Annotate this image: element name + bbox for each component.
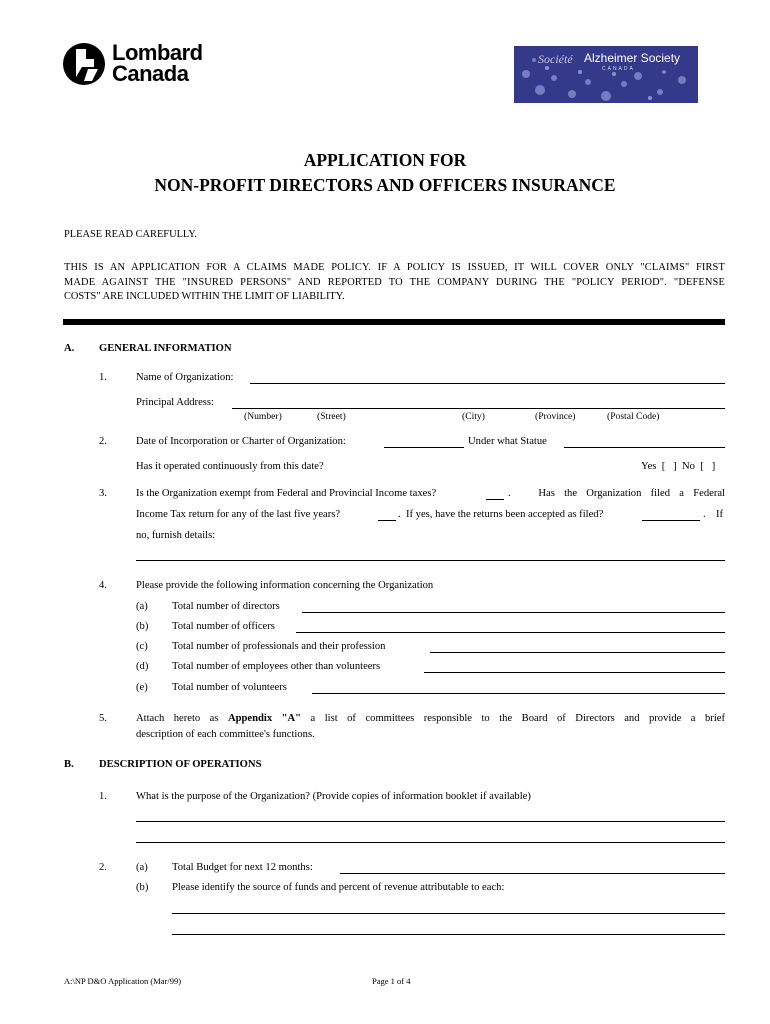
directors-count-field[interactable] (302, 612, 725, 613)
volunteers-count-field[interactable] (312, 693, 725, 694)
alzheimer-logo-sub: CANADA (602, 66, 635, 72)
page-title-line1: APPLICATION FOR (303, 150, 467, 170)
directors-count-label: Total number of directors (172, 601, 280, 612)
page-title-line2: NON-PROFIT DIRECTORS AND OFFICERS INSURANCE (154, 175, 616, 195)
appendix-a-line2: description of each committee's functions. (136, 729, 315, 740)
section-a-heading: GENERAL INFORMATION (99, 343, 232, 354)
employees-count-label: Total number of employees other than volunteers (172, 661, 381, 672)
a3-number: 3. (99, 488, 107, 499)
purpose-field-1[interactable] (136, 821, 725, 822)
a1-number: 1. (99, 372, 107, 383)
alzheimer-logo-en: Alzheimer Society (584, 51, 681, 65)
professionals-field[interactable] (430, 652, 725, 653)
lombard-logo-line1: Lombard (112, 40, 203, 65)
incorporation-date-field[interactable] (384, 447, 464, 448)
five-years-label: Income Tax return for any of the last five years? (136, 509, 341, 520)
org-info-label: Please provide the following information concerning the Organization (136, 580, 434, 591)
alzheimer-society-logo (514, 46, 698, 103)
officers-count-field[interactable] (296, 632, 725, 633)
b2b-letter: (b) (136, 882, 149, 893)
funds-source-field-1[interactable] (172, 913, 725, 914)
principal-address-field[interactable] (232, 408, 725, 409)
purpose-label: What is the purpose of the Organization? (Provide copies of information booklet if available) (136, 791, 531, 802)
appendix-a-pre: Attach hereto as (136, 713, 228, 724)
continuous-yes-no-checkbox[interactable]: Yes [ ] No [ ] (641, 461, 716, 472)
section-b-letter: B. (64, 759, 74, 770)
q4c-letter: (c) (136, 641, 148, 652)
alzheimer-logo-fr: Société (538, 52, 573, 66)
addr-city-caption: (City) (462, 411, 485, 422)
statue-field[interactable] (564, 447, 725, 448)
if-label: If (716, 509, 724, 520)
appendix-a-post: a list of committees responsible to the Board of Directors and provide a brief (301, 713, 725, 724)
returns-accepted-period: . (703, 509, 706, 520)
officers-count-label: Total number of officers (172, 621, 275, 632)
total-budget-label: Total Budget for next 12 months: (172, 862, 313, 873)
footer-doc-id: A:\NP D&O Application (Mar/99) (64, 976, 182, 986)
tax-exempt-field[interactable] (486, 499, 504, 500)
total-budget-field[interactable] (340, 873, 725, 874)
incorporation-date-label: Date of Incorporation or Charter of Organization: (136, 436, 346, 447)
a5-number: 5. (99, 713, 107, 724)
funds-source-label: Please identify the source of funds and percent of revenue attributable to each: (172, 882, 505, 893)
read-carefully-notice: PLEASE READ CAREFULLY. (64, 229, 197, 240)
tax-exempt-label: Is the Organization exempt from Federal and Provincial Income taxes? (136, 488, 437, 499)
filed-return-label: . Has the Organization filed a Federal (508, 488, 725, 499)
appendix-a-text (136, 713, 725, 724)
b2a-letter: (a) (136, 862, 148, 873)
q4e-letter: (e) (136, 682, 148, 693)
principal-address-label: Principal Address: (136, 397, 214, 408)
section-a-letter: A. (64, 343, 75, 354)
lombard-canada-logo (62, 37, 202, 93)
five-years-field[interactable] (378, 520, 396, 521)
b1-number: 1. (99, 791, 107, 802)
claims-notice-line2: MADE AGAINST THE "INSURED PERSONS" AND REPORTED TO THE COMPANY DURING THE "POLICY PERIOD". "DEFENSE (64, 277, 725, 288)
furnish-details-label: no, furnish details: (136, 530, 216, 541)
section-b-heading: DESCRIPTION OF OPERATIONS (99, 759, 262, 770)
purpose-field-2[interactable] (136, 842, 725, 843)
q4b-letter: (b) (136, 621, 149, 632)
lombard-logo-line2: Canada (112, 61, 189, 86)
funds-source-field-2[interactable] (172, 934, 725, 935)
returns-accepted-label: . If yes, have the returns been accepted as filed? (398, 509, 604, 520)
b2-number: 2. (99, 862, 107, 873)
returns-accepted-field[interactable] (642, 520, 700, 521)
continuous-operation-label: Has it operated continuously from this date? (136, 461, 324, 472)
employees-count-field[interactable] (424, 672, 725, 673)
professionals-label: Total number of professionals and their profession (172, 641, 386, 652)
section-divider (63, 319, 725, 325)
statue-label: Under what Statue (468, 436, 547, 447)
appendix-a-bold: Appendix "A" (227, 713, 302, 724)
volunteers-count-label: Total number of volunteers (172, 682, 287, 693)
addr-province-caption: (Province) (535, 411, 576, 422)
furnish-details-field[interactable] (136, 560, 725, 561)
addr-street-caption: (Street) (317, 411, 346, 422)
a2-number: 2. (99, 436, 107, 447)
claims-notice-line1: THIS IS AN APPLICATION FOR A CLAIMS MADE POLICY. IF A POLICY IS ISSUED, IT WILL COVER ONLY "CLAIMS" FIRST (64, 262, 725, 273)
org-name-field[interactable] (250, 383, 725, 384)
org-name-label: Name of Organization: (136, 372, 234, 383)
claims-notice-line3: COSTS" ARE INCLUDED WITHIN THE LIMIT OF LIABILITY. (64, 291, 345, 302)
a4-number: 4. (99, 580, 107, 591)
lombard-emblem-icon (62, 37, 106, 91)
footer-page-number: Page 1 of 4 (372, 976, 411, 986)
addr-postal-caption: (Postal Code) (607, 411, 660, 422)
addr-number-caption: (Number) (244, 411, 282, 422)
q4d-letter: (d) (136, 661, 149, 672)
q4a-letter: (a) (136, 601, 148, 612)
